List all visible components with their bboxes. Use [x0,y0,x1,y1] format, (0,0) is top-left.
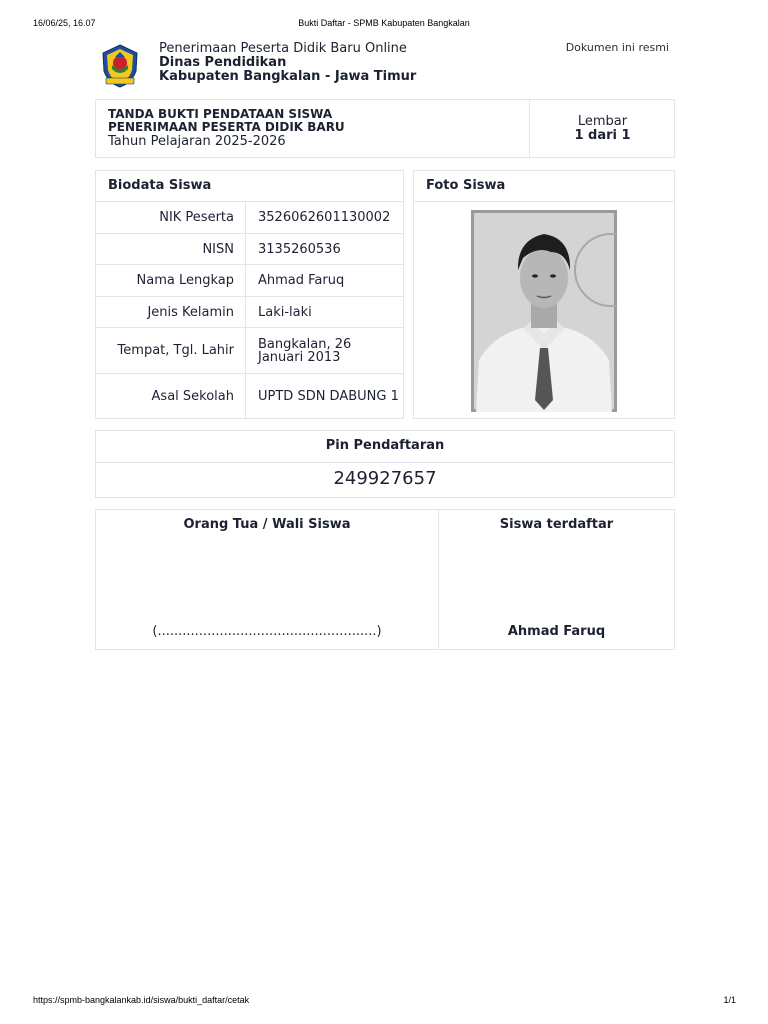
document-title-line2: PENERIMAAN PESERTA DIDIK BARU [108,120,345,134]
table-row [96,202,403,234]
print-page-number: 1/1 [723,995,736,1005]
row-label: Tempat, Tgl. Lahir [96,328,246,373]
registration-pin-box [95,430,675,498]
row-value: Ahmad Faruq [258,273,345,288]
print-datetime: 16/06/25, 16.07 [33,18,96,28]
sheet-count: 1 dari 1 [574,128,631,143]
signature-box [95,509,675,650]
student-signature-name: Ahmad Faruq [507,624,606,639]
row-value: 3526062601130002 [258,210,391,225]
row-label: Jenis Kelamin [96,297,246,327]
student-biodata-table [95,170,404,419]
table-row [96,297,403,328]
row-label: Asal Sekolah [96,374,246,418]
table-row [96,265,403,297]
table-row [96,234,403,265]
pin-title: Pin Pendaftaran [96,431,674,463]
row-value: UPTD SDN DABUNG 1 [258,388,399,404]
student-photo-panel [413,170,675,419]
agency-name: Dinas Pendidikan [159,55,287,70]
academic-year: Tahun Pelajaran 2025-2026 [108,134,286,149]
row-value: Laki-laki [258,304,312,320]
student-photo [471,210,617,412]
table-row [96,374,403,418]
row-value: Bangkalan, 26 Januari 2013 [258,336,352,365]
parent-signature-title: Orang Tua / Wali Siswa [183,517,351,532]
sheet-counter [529,100,675,157]
document-title-line1: TANDA BUKTI PENDATAAN SISWA [108,107,333,121]
parent-signature [96,510,439,649]
print-url: https://spmb-bangkalankab.id/siswa/bukti_daftar/cetak [33,995,250,1005]
parent-signature-line: (.....................................................) [152,624,382,639]
sheet-label: Lembar [577,114,628,129]
bangkalan-regency-emblem-icon [99,43,141,89]
student-signature-title: Siswa terdaftar [499,517,614,532]
row-label: Nama Lengkap [96,265,246,296]
photo-title: Foto Siswa [414,171,674,202]
region-name: Kabupaten Bangkalan - Jawa Timur [159,69,417,84]
pin-value: 249927657 [333,468,437,489]
document-title-box [95,99,675,158]
official-document-note: Dokumen ini resmi [565,41,669,54]
print-header [0,18,768,30]
row-label: NIK Peserta [96,202,246,233]
row-value: 3135260536 [258,241,341,257]
row-label: NISN [96,234,246,264]
portal-name: Penerimaan Peserta Didik Baru Online [159,41,407,56]
table-row [96,328,403,374]
print-footer [0,995,768,1007]
registration-proof-sheet [95,40,675,639]
student-signature [439,510,674,649]
document-header [95,40,675,100]
biodata-title: Biodata Siswa [96,171,403,202]
print-page-title: Bukti Daftar - SPMB Kabupaten Bangkalan [298,18,470,28]
